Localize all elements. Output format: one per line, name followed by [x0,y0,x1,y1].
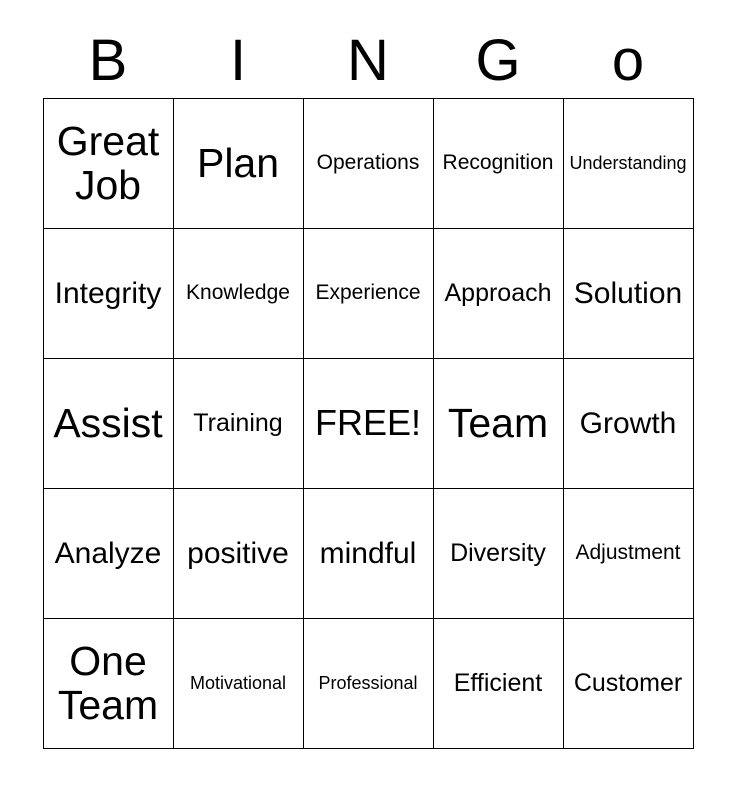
bingo-grid [43,98,694,749]
bingo-cell-r2c5[interactable]: Solution [563,229,693,359]
bingo-cell-r4c3[interactable]: mindful [303,489,433,619]
bingo-cell-r1c4[interactable]: Recognition [433,99,563,229]
header-letter-i: I [229,28,247,93]
bingo-cell-r4c2[interactable]: positive [173,489,303,619]
bingo-cell-r3c2[interactable]: Training [173,359,303,489]
table-row [43,99,693,229]
header-letter-n: N [347,28,389,93]
bingo-cell-r5c1[interactable]: One Team [43,619,173,749]
table-row [43,489,693,619]
bingo-cell-r2c2[interactable]: Knowledge [173,229,303,359]
bingo-cell-r2c1[interactable]: Integrity [43,229,173,359]
bingo-cell-r5c2[interactable]: Motivational [173,619,303,749]
bingo-cell-r1c2[interactable]: Plan [173,99,303,229]
bingo-cell-r5c5[interactable]: Customer [563,619,693,749]
bingo-cell-r3c1[interactable]: Assist [43,359,173,489]
header-letter-o: o [611,28,645,93]
bingo-cell-r3c5[interactable]: Growth [563,359,693,489]
bingo-cell-r2c4[interactable]: Approach [433,229,563,359]
header-letter-g: G [475,28,521,93]
bingo-cell-r4c1[interactable]: Analyze [43,489,173,619]
bingo-cell-r4c4[interactable]: Diversity [433,489,563,619]
bingo-cell-r5c4[interactable]: Efficient [433,619,563,749]
bingo-header [43,0,693,92]
bingo-cell-r5c3[interactable]: Professional [303,619,433,749]
table-row [43,229,693,359]
bingo-cell-r4c5[interactable]: Adjustment [563,489,693,619]
bingo-cell-r3c4[interactable]: Team [433,359,563,489]
bingo-cell-r2c3[interactable]: Experience [303,229,433,359]
bingo-cell-free-space[interactable]: FREE! [303,359,433,489]
header-letter-b: B [88,28,128,93]
bingo-cell-r1c3[interactable]: Operations [303,99,433,229]
bingo-cell-r1c1[interactable]: Great Job [43,99,173,229]
bingo-cell-r1c5[interactable]: Understanding [563,99,693,229]
table-row [43,359,693,489]
table-row [43,619,693,749]
